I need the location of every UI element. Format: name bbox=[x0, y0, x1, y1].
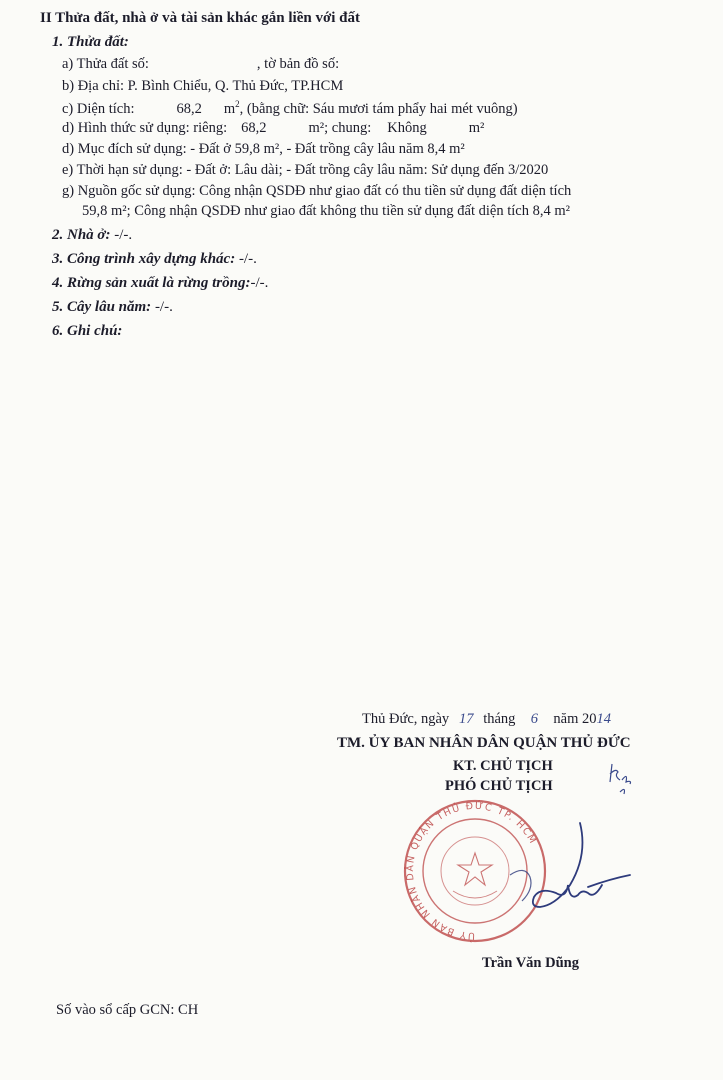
signer-title-2: PHÓ CHỦ TỊCH bbox=[445, 778, 553, 794]
area-in-words: , (bằng chữ: Sáu mươi tám phẩy hai mét vuông) bbox=[239, 100, 518, 117]
date-day: 17 bbox=[458, 711, 474, 727]
issuing-authority: TM. ỦY BAN NHÂN DÂN QUẬN THỦ ĐỨC bbox=[337, 735, 631, 751]
area-value: 68,2 bbox=[176, 100, 202, 117]
shared-label: m²; chung: bbox=[308, 120, 372, 136]
construction-label: 3. Công trình xây dựng khác: bbox=[52, 251, 236, 267]
shared-value: Không bbox=[387, 120, 427, 136]
forest-row bbox=[52, 275, 268, 292]
date-year-suffix: 14 bbox=[596, 711, 611, 727]
date-month: 6 bbox=[530, 711, 539, 727]
year-label: năm 20 bbox=[553, 711, 597, 727]
date-line bbox=[362, 711, 611, 728]
land-heading: 1. Thửa đất: bbox=[52, 34, 129, 50]
forest-label: 4. Rừng sản xuất là rừng trồng: bbox=[52, 275, 251, 291]
forest-value: -/-. bbox=[250, 275, 269, 291]
usage-origin-line-2: 59,8 m²; Công nhận QSDĐ như giao đất không thu tiền sử dụng đất diện tích 8,4 m² bbox=[82, 203, 570, 219]
usage-form-line bbox=[62, 120, 484, 137]
usage-form-label: d) Hình thức sử dụng: riêng: bbox=[62, 120, 228, 136]
place-prefix: Thủ Đức, ngày bbox=[362, 711, 450, 727]
registry-number-line: Số vào sổ cấp GCN: CH bbox=[56, 1002, 199, 1018]
usage-origin-line-1: g) Nguồn gốc sử dụng: Công nhận QSDĐ như giao đất có thu tiền sử dụng đất diện tích bbox=[62, 183, 572, 199]
area-unit: m bbox=[223, 100, 236, 117]
house-row bbox=[52, 227, 132, 244]
house-label: 2. Nhà ở: bbox=[52, 227, 111, 243]
signer-name: Trần Văn Dũng bbox=[482, 955, 579, 971]
construction-row bbox=[52, 251, 257, 268]
trees-row bbox=[52, 299, 173, 316]
house-value: -/-. bbox=[114, 227, 133, 243]
signer-title-1: KT. CHỦ TỊCH bbox=[453, 758, 553, 774]
notes-label: 6. Ghi chú: bbox=[52, 323, 123, 339]
area-label: c) Diện tích: bbox=[62, 100, 135, 117]
trees-label: 5. Cây lâu năm: bbox=[52, 299, 152, 315]
land-number-line bbox=[62, 56, 339, 73]
section-heading: II Thửa đất, nhà ở và tài sản khác gắn liền với đất bbox=[40, 10, 361, 26]
area-line: c) Diện tích: 68,2 $m^2$, (bằng chữ: Sáu mươi tám phẩy hai mét vuông) bbox=[62, 99, 518, 117]
notes-row bbox=[52, 323, 122, 340]
private-area-value: 68,2 bbox=[241, 120, 267, 136]
initial-mark bbox=[606, 758, 636, 798]
address-line: b) Địa chỉ: P. Bình Chiểu, Q. Thủ Đức, TP.HCM bbox=[62, 78, 344, 94]
seal-text: ỦY BAN NHÂN DÂN QUẬN THỦ ĐỨC TP. HCM bbox=[404, 800, 539, 942]
map-sheet-label: , tờ bản đồ số: bbox=[256, 56, 340, 72]
month-label: tháng bbox=[483, 711, 516, 727]
usage-unit: m² bbox=[468, 120, 485, 136]
construction-value: -/-. bbox=[238, 251, 257, 267]
signature bbox=[470, 815, 640, 935]
land-purpose-line: d) Mục đích sử dụng: - Đất ở 59,8 m², - Đất trồng cây lâu năm 8,4 m² bbox=[62, 141, 465, 157]
trees-value: -/-. bbox=[154, 299, 173, 315]
usage-duration-line: e) Thời hạn sử dụng: - Đất ở: Lâu dài; - Đất trồng cây lâu năm: Sử dụng đến 3/2020 bbox=[62, 162, 549, 178]
land-number-label: a) Thửa đất số: bbox=[62, 56, 149, 72]
